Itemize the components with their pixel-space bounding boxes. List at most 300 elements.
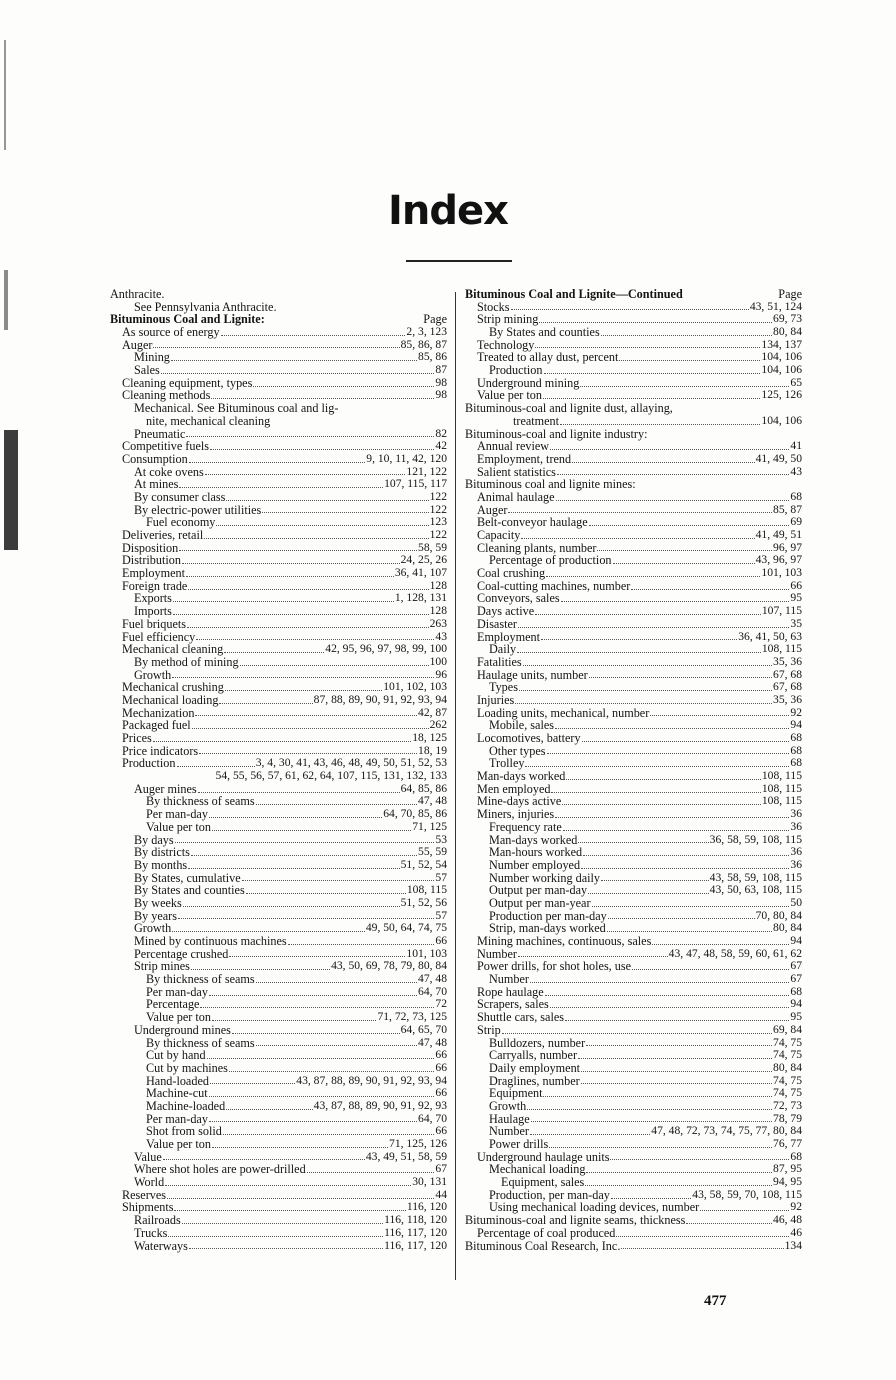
index-entry-pages: 43, 96, 97: [755, 553, 802, 567]
dot-leader: [211, 398, 434, 399]
index-entry: [110, 288, 447, 301]
index-entry-text: At mines: [134, 477, 179, 492]
index-entry-pages: 64, 85, 86: [400, 781, 447, 795]
index-entry-pages: 68: [790, 743, 802, 757]
index-entry-pages: 74, 75: [773, 1086, 802, 1100]
index-entry-text: Mining machines, continuous, sales: [477, 934, 652, 949]
index-entry-text: Value: [134, 1149, 162, 1164]
index-entry-text: Hand-loaded: [146, 1073, 209, 1088]
index-entry-pages: 71, 125: [412, 819, 447, 833]
index-entry: [110, 567, 447, 580]
index-entry-pages: 43, 47, 48, 58, 59, 60, 61, 62: [668, 946, 802, 960]
index-entry-pages: 108, 115: [761, 794, 802, 808]
index-entry: [110, 897, 447, 910]
index-entry-text: Types: [489, 680, 518, 695]
index-entry-pages: 64, 65, 70: [400, 1022, 447, 1036]
index-entry-pages: 46: [790, 1225, 802, 1239]
index-entry: [110, 618, 447, 631]
dot-leader: [198, 792, 400, 793]
index-entry-pages: 121, 122: [406, 464, 447, 478]
dot-leader: [545, 995, 790, 996]
index-entry-pages: 94: [790, 934, 802, 948]
dot-leader: [619, 360, 760, 361]
dot-leader: [530, 1134, 650, 1135]
dot-leader: [608, 918, 755, 919]
dot-leader: [189, 1248, 383, 1249]
index-entry-pages: 54, 55, 56, 57, 61, 62, 64, 107, 115, 131, 132, 133: [215, 769, 447, 783]
index-entry-text: Loading units, mechanical, number: [477, 705, 650, 720]
dot-leader: [186, 576, 394, 577]
index-entry-text: Mechanical loading: [122, 692, 219, 707]
index-entry-text: Strip, man-days worked: [489, 921, 606, 936]
dot-leader: [229, 956, 405, 957]
index-entry-text: Man-days worked: [489, 832, 578, 847]
dot-leader: [508, 512, 772, 513]
dot-leader: [163, 1159, 365, 1160]
dot-leader: [175, 842, 435, 843]
index-entry-text: Scrapers, sales: [477, 997, 549, 1012]
index-entry: [465, 567, 802, 580]
index-entry-text: Value per ton: [477, 388, 542, 403]
index-entry: [110, 529, 447, 542]
dot-leader: [589, 677, 772, 678]
index-entry-pages: 95: [790, 591, 802, 605]
index-entry-text: Daily: [489, 642, 517, 657]
index-entry-pages: 123: [429, 515, 447, 529]
index-entry-text: World: [134, 1175, 165, 1190]
index-entry-pages: 43, 50, 69, 78, 79, 80, 84: [331, 959, 447, 973]
dot-leader: [607, 931, 772, 932]
index-entry-pages: 42, 95, 96, 97, 98, 99, 100: [325, 642, 447, 656]
dot-leader: [192, 728, 429, 729]
index-entry-text: By years: [134, 908, 177, 923]
index-entry: [110, 402, 447, 415]
dot-leader: [179, 550, 417, 551]
index-entry-pages: 68: [790, 984, 802, 998]
dot-leader: [177, 766, 255, 767]
index-entry-text: At coke ovens: [134, 464, 204, 479]
dot-leader: [525, 766, 789, 767]
dot-leader: [543, 398, 760, 399]
index-entry-pages: 94: [790, 718, 802, 732]
index-entry-pages: 43, 49, 51, 58, 59: [365, 1149, 447, 1163]
index-entry: [465, 770, 802, 783]
dot-leader: [200, 1007, 434, 1008]
index-entry-text: Man-days worked: [477, 769, 566, 784]
index-entry: [110, 694, 447, 707]
index-entry-pages: 108, 115: [406, 883, 447, 897]
dot-leader: [517, 652, 761, 653]
dot-leader: [601, 335, 772, 336]
index-entry-pages: 43, 51, 124: [749, 299, 802, 313]
dot-leader: [182, 1223, 383, 1224]
index-entry-pages: 43: [790, 464, 802, 478]
dot-leader: [686, 1223, 772, 1224]
index-entry-text: Production: [489, 363, 543, 378]
index-entry-text: By thickness of seams: [146, 972, 255, 987]
index-entry-text: Other types: [489, 743, 546, 758]
index-entry-pages: 67: [435, 1162, 447, 1176]
dot-leader: [597, 550, 772, 551]
index-entry-pages: 116, 117, 120: [384, 1225, 447, 1239]
index-entry-text: Number: [477, 946, 517, 961]
dot-leader: [191, 969, 330, 970]
page-title: Index: [388, 188, 508, 234]
dot-leader: [246, 893, 406, 894]
index-entry-pages: 43, 58, 59, 70, 108, 115: [692, 1187, 802, 1201]
index-entry-text: Locomotives, battery: [477, 731, 581, 746]
index-entry-text: By electric-power utilities: [134, 502, 262, 517]
index-entry-text: Fuel briquets: [122, 616, 186, 631]
index-entry-pages: 43, 87, 88, 89, 90, 91, 92, 93: [313, 1098, 447, 1112]
index-entry-text: Shipments: [122, 1200, 174, 1215]
dot-leader: [253, 386, 434, 387]
index-entry-pages: 100: [429, 654, 447, 668]
index-entry-text: Reserves: [122, 1187, 166, 1202]
index-entry-text: Frequency rate: [489, 819, 562, 834]
index-entry-text: Number employed: [489, 857, 581, 872]
index-entry-text: Output per man-day: [489, 883, 588, 898]
index-entry-pages: 46, 48: [773, 1213, 802, 1227]
index-entry-text: Auger mines: [134, 781, 197, 796]
index-entry-pages: 43, 87, 88, 89, 90, 91, 92, 93, 94: [296, 1073, 447, 1087]
index-entry-pages: 35, 36: [773, 692, 802, 706]
dot-leader: [207, 1058, 435, 1059]
dot-leader: [592, 906, 790, 907]
index-entry-text: Exports: [134, 591, 172, 606]
dot-leader: [165, 1185, 411, 1186]
index-entry-pages: 94, 95: [773, 1175, 802, 1189]
index-entry-text: Mechanical. See Bituminous coal and lig-: [134, 401, 339, 416]
index-entry-pages: 65: [790, 375, 802, 389]
index-entry-pages: 71, 125, 126: [389, 1137, 447, 1151]
index-entry: [110, 1240, 447, 1253]
dot-leader: [565, 1020, 789, 1021]
index-entry-pages: 18, 19: [418, 743, 447, 757]
index-entry-text: Annual review: [477, 439, 550, 454]
dot-leader: [616, 1236, 789, 1237]
dot-leader: [173, 601, 394, 602]
dot-leader: [226, 500, 428, 501]
dot-leader: [216, 525, 428, 526]
index-entry: [465, 1240, 802, 1253]
index-entry-text: Bituminous Coal Research, Inc.: [465, 1238, 621, 1253]
dot-leader: [555, 817, 789, 818]
index-entry: [465, 732, 802, 745]
index-entry: [110, 973, 447, 986]
dot-leader: [209, 817, 382, 818]
dot-leader: [212, 1020, 376, 1021]
index-entry-pages: 94: [790, 997, 802, 1011]
index-entry-pages: 87: [435, 363, 447, 377]
dot-leader: [631, 589, 789, 590]
dot-leader: [562, 804, 761, 805]
index-entry-pages: 53: [435, 832, 447, 846]
dot-leader: [561, 601, 790, 602]
index-entry-text: By months: [134, 857, 188, 872]
dot-leader: [546, 576, 760, 577]
dot-leader: [585, 1185, 772, 1186]
dot-leader: [543, 1096, 772, 1097]
dot-leader: [581, 1071, 772, 1072]
index-entry-pages: 44: [435, 1187, 447, 1201]
index-entry-pages: 64, 70: [418, 1111, 447, 1125]
dot-leader: [581, 1083, 772, 1084]
dot-leader: [219, 703, 312, 704]
index-entry-text: Trucks: [134, 1225, 168, 1240]
dot-leader: [511, 309, 749, 310]
index-entry-text: Mine-days active: [477, 794, 562, 809]
index-entry-pages: 262: [429, 718, 447, 732]
dot-leader: [223, 1134, 435, 1135]
index-entry-pages: 35, 36: [773, 654, 802, 668]
index-entry: [465, 1176, 802, 1189]
index-entry-pages: 104, 106: [761, 350, 802, 364]
index-entry-text: Salient statistics: [477, 464, 556, 479]
dot-leader: [530, 982, 789, 983]
index-entry-text: Days active: [477, 604, 535, 619]
index-entry-text: By thickness of seams: [146, 1035, 255, 1050]
index-entry-text: Rope haulage: [477, 984, 544, 999]
index-entry: [110, 859, 447, 872]
index-entry-pages: 68: [790, 1149, 802, 1163]
index-entry-pages: 263: [429, 616, 447, 630]
index-entry-text: Equipment: [489, 1086, 543, 1101]
index-entry: [465, 364, 802, 377]
dot-leader: [209, 1121, 417, 1122]
index-entry-text: Employment, trend: [477, 451, 572, 466]
dot-leader: [582, 741, 790, 742]
dot-leader: [178, 918, 434, 919]
index-entry: [465, 821, 802, 834]
index-entry-text: Haulage: [489, 1111, 530, 1126]
dot-leader: [556, 500, 790, 501]
dot-leader: [549, 1147, 772, 1148]
dot-leader: [518, 627, 789, 628]
index-entry-text: Growth: [489, 1098, 527, 1113]
index-entry-text: Disaster: [477, 616, 517, 631]
index-entry-text: Bituminous coal and lignite mines:: [465, 477, 636, 492]
dot-leader: [578, 1058, 772, 1059]
dot-leader: [551, 792, 760, 793]
index-entry-text: Prices: [122, 731, 152, 746]
index-entry-text: Bituminous-coal and lignite dust, allaying,: [465, 401, 673, 416]
index-entry-pages: 96: [435, 667, 447, 681]
dot-leader: [589, 525, 790, 526]
dot-leader: [544, 373, 761, 374]
dot-leader: [578, 842, 708, 843]
dot-leader: [174, 1210, 405, 1211]
index-entry-pages: 108, 115: [761, 769, 802, 783]
index-entry-text: Per man-day: [146, 984, 208, 999]
index-entry-pages: 92: [790, 705, 802, 719]
index-entry-text: Price indicators: [122, 743, 199, 758]
index-entry-text: Strip mining: [477, 312, 539, 327]
index-entry-pages: 57: [435, 870, 447, 884]
index-entry: [465, 1024, 802, 1037]
dot-leader: [204, 538, 428, 539]
index-entry-pages: 49, 50, 64, 74, 75: [365, 921, 447, 935]
dot-leader: [610, 1159, 789, 1160]
index-entry: [110, 1100, 447, 1113]
index-column-left: [110, 288, 447, 1252]
index-entry-text: Distribution: [122, 553, 181, 568]
dot-leader: [225, 690, 382, 691]
index-entry-text: Value per ton: [146, 1010, 211, 1025]
index-entry-pages: 116, 120: [406, 1200, 447, 1214]
index-entry-text: Production, per man-day: [489, 1187, 610, 1202]
index-entry-pages: 82: [435, 426, 447, 440]
dot-leader: [210, 449, 434, 450]
binding-mark: [4, 270, 8, 330]
index-entry-pages: 67: [790, 972, 802, 986]
dot-leader: [167, 1198, 434, 1199]
index-entry-pages: 76, 77: [773, 1137, 802, 1151]
index-entry: [110, 364, 447, 377]
index-entry-text: Fuel efficiency: [122, 629, 196, 644]
index-entry-pages: 92: [790, 1200, 802, 1214]
index-entry-pages: 116, 118, 120: [384, 1213, 447, 1227]
index-entry-text: Stocks: [477, 299, 510, 314]
index-entry-pages: 69, 84: [773, 1022, 802, 1036]
index-entry-pages: 108, 115: [761, 642, 802, 656]
dot-leader: [205, 474, 406, 475]
dot-leader: [262, 512, 428, 513]
index-entry-pages: 134: [784, 1238, 802, 1252]
index-entry-text: Cut by machines: [146, 1060, 228, 1075]
dot-leader: [183, 906, 400, 907]
index-entry-pages: 70, 80, 84: [755, 908, 802, 922]
index-entry-text: Value per ton: [146, 819, 211, 834]
dot-leader: [515, 703, 772, 704]
index-entry-pages: 101, 103: [761, 566, 802, 580]
index-entry-text: Mechanization: [122, 705, 195, 720]
index-entry: [465, 808, 802, 821]
dot-leader: [189, 462, 366, 463]
index-entry: [465, 1100, 802, 1113]
index-entry: [110, 719, 447, 732]
index-entry-text: Number working daily: [489, 870, 601, 885]
index-entry: [110, 453, 447, 466]
index-entry-pages: 64, 70, 85, 86: [383, 807, 447, 821]
index-entry-pages: 47, 48: [418, 794, 447, 808]
dot-leader: [242, 880, 435, 881]
index-entry: [110, 656, 447, 669]
index-entry-text: By States and counties: [134, 883, 245, 898]
index-entry-pages: 72: [435, 997, 447, 1011]
index-entry-text: Production: [122, 756, 176, 771]
dot-leader: [652, 944, 789, 945]
dot-leader: [173, 614, 429, 615]
index-entry-text: Shuttle cars, sales: [477, 1010, 564, 1025]
index-entry-pages: 69, 73: [773, 312, 802, 326]
index-entry-pages: 66: [435, 934, 447, 948]
index-entry-pages: 71, 72, 73, 125: [377, 1010, 447, 1024]
index-entry-pages: 57: [435, 908, 447, 922]
index-entry-pages: 80, 84: [773, 921, 802, 935]
index-entry-pages: 43, 50, 63, 108, 115: [709, 883, 802, 897]
dot-leader: [210, 1083, 295, 1084]
dot-leader: [650, 715, 789, 716]
index-entry: [110, 1011, 447, 1024]
index-entry-pages: 125, 126: [761, 388, 802, 402]
index-entry-pages: 68: [790, 731, 802, 745]
index-entry-text: By States, cumulative: [134, 870, 241, 885]
index-entry-text: Employment: [122, 566, 185, 581]
index-entry-pages: 2, 3, 123: [406, 325, 447, 339]
index-entry-text: Shot from solid: [146, 1124, 222, 1139]
index-entry: [110, 491, 447, 504]
index-entry-text: Fuel economy: [146, 515, 216, 530]
index-entry-text: Per man-day: [146, 807, 208, 822]
dot-leader: [171, 360, 417, 361]
index-entry-text: Percentage crushed: [134, 946, 229, 961]
index-entry-text: Mechanical loading: [489, 1162, 586, 1177]
index-entry-pages: 36: [790, 857, 802, 871]
dot-leader: [527, 1109, 772, 1110]
dot-leader: [566, 779, 761, 780]
dot-leader: [535, 347, 760, 348]
index-entry-pages: 43: [435, 629, 447, 643]
index-entry-pages: 80, 84: [773, 1060, 802, 1074]
index-entry-text: Percentage: [146, 997, 200, 1012]
index-entry-text: Pneumatic: [134, 426, 186, 441]
index-entry-text: Machine-loaded: [146, 1098, 226, 1113]
index-entry-pages: 122: [429, 528, 447, 542]
index-entry-text: By method of mining: [134, 654, 239, 669]
index-entry-pages: 1, 128, 131: [394, 591, 447, 605]
index-entry-text: Per man-day: [146, 1111, 208, 1126]
dot-leader: [535, 614, 761, 615]
index-entry-text: Packaged fuel: [122, 718, 191, 733]
index-entry-pages: 69: [790, 515, 802, 529]
index-entry-text: Machine-cut: [146, 1086, 208, 1101]
dot-leader: [256, 804, 417, 805]
dot-leader: [560, 424, 760, 425]
index-entry-pages: 67, 68: [773, 667, 802, 681]
dot-leader: [232, 1033, 400, 1034]
index-entry-text: Using mechanical loading devices, number: [489, 1200, 700, 1215]
dot-leader: [547, 753, 790, 754]
index-entry-pages: 36: [790, 819, 802, 833]
index-entry-text: Mined by continuous machines: [134, 934, 287, 949]
index-entry-pages: 51, 52, 54: [400, 857, 447, 871]
page-number: 477: [704, 1293, 727, 1309]
index-entry-text: Consumption: [122, 451, 188, 466]
index-entry: [465, 326, 802, 339]
dot-leader: [563, 830, 790, 831]
index-entry: [110, 1176, 447, 1189]
index-entry-pages: 85, 86, 87: [400, 337, 447, 351]
index-entry-pages: 68: [790, 489, 802, 503]
index-entry: [110, 415, 447, 428]
index-entry-text: Deliveries, retail: [122, 528, 204, 543]
index-entry-text: Growth: [134, 921, 172, 936]
index-entry-text: Treated to allay dust, percent: [477, 350, 619, 365]
index-entry-text: By days: [134, 832, 174, 847]
index-entry-text: Miners, injuries: [477, 807, 555, 822]
index-entry-text: Cleaning plants, number: [477, 540, 597, 555]
index-entry-text: Underground mining: [477, 375, 580, 390]
index-entry-text: Mobile, sales: [489, 718, 554, 733]
index-entry-pages: Page: [778, 286, 802, 301]
index-entry-pages: Page: [423, 312, 447, 327]
dot-leader: [539, 322, 772, 323]
index-entry-text: Underground haulage units: [477, 1149, 610, 1164]
index-entry-text: Carryalls, number: [489, 1048, 577, 1063]
index-entry-pages: 42, 87: [418, 705, 447, 719]
index-entry-text: Bituminous Coal and Lignite—Continued: [465, 286, 683, 301]
